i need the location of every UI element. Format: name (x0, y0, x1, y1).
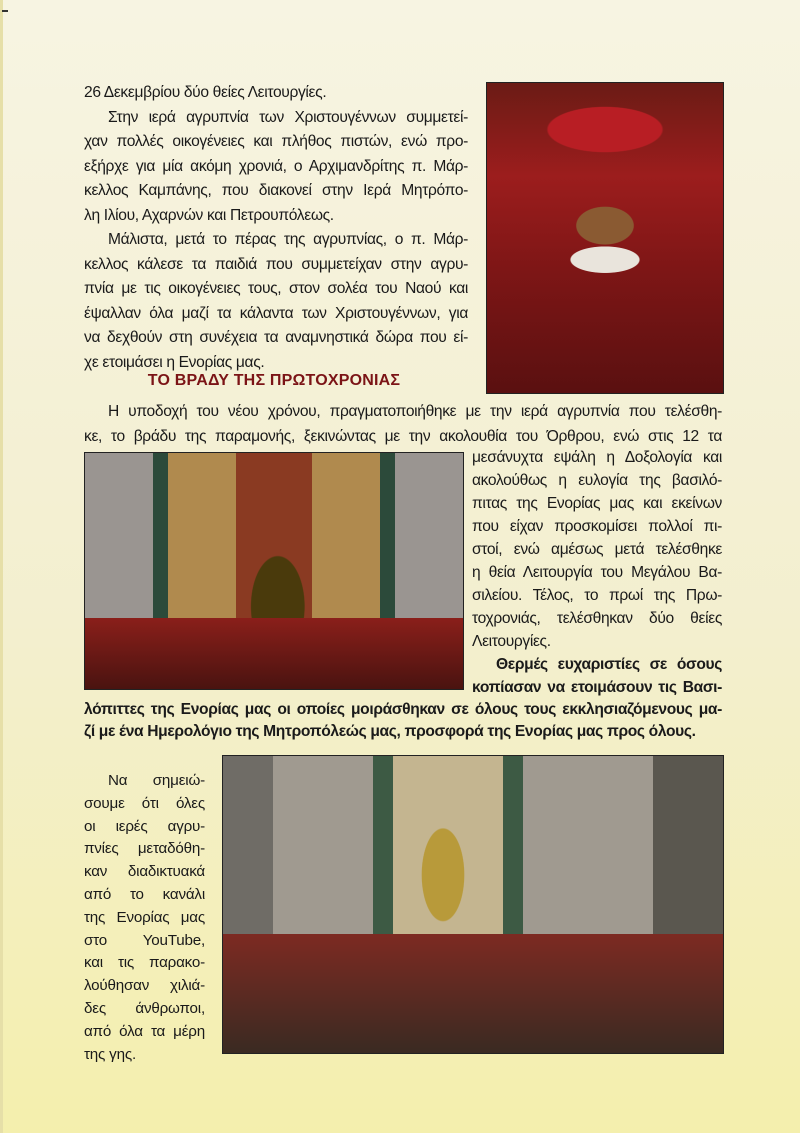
text-column-left (84, 770, 205, 1066)
text-line: Λειτουργίες. (472, 633, 551, 650)
text-line: έψαλλαν όλα μαζί τα κάλαντα των Χριστουγέννων, για (84, 304, 468, 322)
text-column-right (472, 446, 722, 699)
text-line: Θερμές ευχαριστίες σε όσους (496, 656, 722, 673)
text-line: ακολούθως η ευλογία της βασιλό- (472, 472, 722, 489)
text-line: στο YouTube, (84, 931, 205, 949)
text-line: της γης. (84, 1045, 136, 1063)
text-line: πιτας της Ενορίας μας και εκείνων (472, 495, 722, 512)
text-line: σιλείου. Τέλος, το πρωί της Πρω- (472, 587, 722, 604)
photo-priest-blessing-vasilopita (84, 452, 464, 690)
text-line: της Ενορίας μας (84, 908, 205, 926)
photo-vasilopita-on-altar (486, 82, 724, 394)
text-line: στοί, ενώ αμέσως μετά τελέσθηκε (472, 541, 722, 558)
text-line: από όλα τα μέρη (84, 1022, 205, 1040)
text-line: σουμε ότι όλες (84, 794, 205, 812)
text-line: από το κανάλι (84, 885, 205, 903)
text-wide-thanks (84, 699, 722, 743)
text-line: πνίες μεταδόθη- (84, 840, 205, 858)
text-line: ζί με ένα Ημερολόγιο της Μητροπόλεώς μας, προσφορά της Ενορίας μας προς όλους. (84, 723, 696, 740)
photo-church-interior-service (222, 755, 724, 1054)
text-line: κε, το βράδυ της παραμονής, ξεκινώντας με την ακολουθία του Όρθρου, ενώ στις 12 τα (84, 427, 722, 445)
text-line: χε ετοιμάσει η Ενορίας μας. (84, 353, 265, 371)
text-line: λόπιττες της Ενορίας μας οι οποίες μοιράσθηκαν σε όλους τους εκκλησιαζόμενους μα- (84, 701, 722, 718)
text-line: πνία με τις οικογένειες τους, στον σολέα του Ναού και (84, 280, 468, 297)
text-line: μεσάνυχτα εψάλη η Δοξολογία και (472, 449, 722, 466)
section-heading: ΤΟ ΒΡΑΔΥ ΤΗΣ ΠΡΩΤΟΧΡΟΝΙΑΣ (147, 372, 401, 389)
text-line: κελλος Καμπάνης, που διακονεί στην Ιερά Μητρόπο- (84, 182, 468, 199)
text-line: που είχαν προσκομίσει πολλοί πι- (472, 518, 722, 535)
text-line: κοπίασαν να ετοιμάσουν τις Βασι- (472, 679, 722, 696)
crop-mark (2, 10, 8, 12)
text-line: Να σημειώ- (108, 772, 205, 789)
text-line: να δεχθούν στη συνέχεια τα αναμνηστικά δώρα που εί- (84, 329, 468, 346)
text-line: καν διαδικτυακά (84, 863, 205, 881)
text-wide-intro (84, 400, 722, 449)
text-column-top (84, 81, 468, 375)
text-line: τοχρονιάς, τελέσθηκαν δύο θείες (472, 610, 722, 627)
text-line: εξήρχε για μία ακόμη χρονιά, ο Αρχιμανδρίτης π. Μάρ- (84, 157, 468, 175)
text-line: Η υποδοχή του νέου χρόνου, πραγματοποιήθηκε με την ιερά αγρυπνία που τελέσθη- (108, 403, 722, 420)
text-line: Στην ιερά αγρυπνία των Χριστουγέννων συμμετεί- (108, 108, 468, 126)
text-line: κελλος κάλεσε τα παιδιά που συμμετείχαν στην αγρυ- (84, 255, 468, 273)
text-line: οι ιερές αγρυ- (84, 817, 205, 835)
text-line: λη Ιλίου, Αχαρνών και Πετρουπόλεως. (84, 206, 334, 224)
text-line: και τις παρακο- (84, 954, 205, 972)
page-edge (0, 0, 3, 1133)
text-line: χαν πολλές οικογένειες και πλήθος πιστών, ενώ προ- (84, 133, 468, 150)
text-line: 26 Δεκεμβρίου δύο θείες Λειτουργίες. (84, 84, 327, 101)
text-line: η θεία Λειτουργία του Μεγάλου Βα- (472, 564, 722, 581)
text-line: δες άνθρωποι, (84, 999, 205, 1017)
text-line: Μάλιστα, μετά το πέρας της αγρυπνίας, ο π. Μάρ- (108, 231, 468, 248)
text-line: λούθησαν χιλιά- (84, 977, 205, 995)
